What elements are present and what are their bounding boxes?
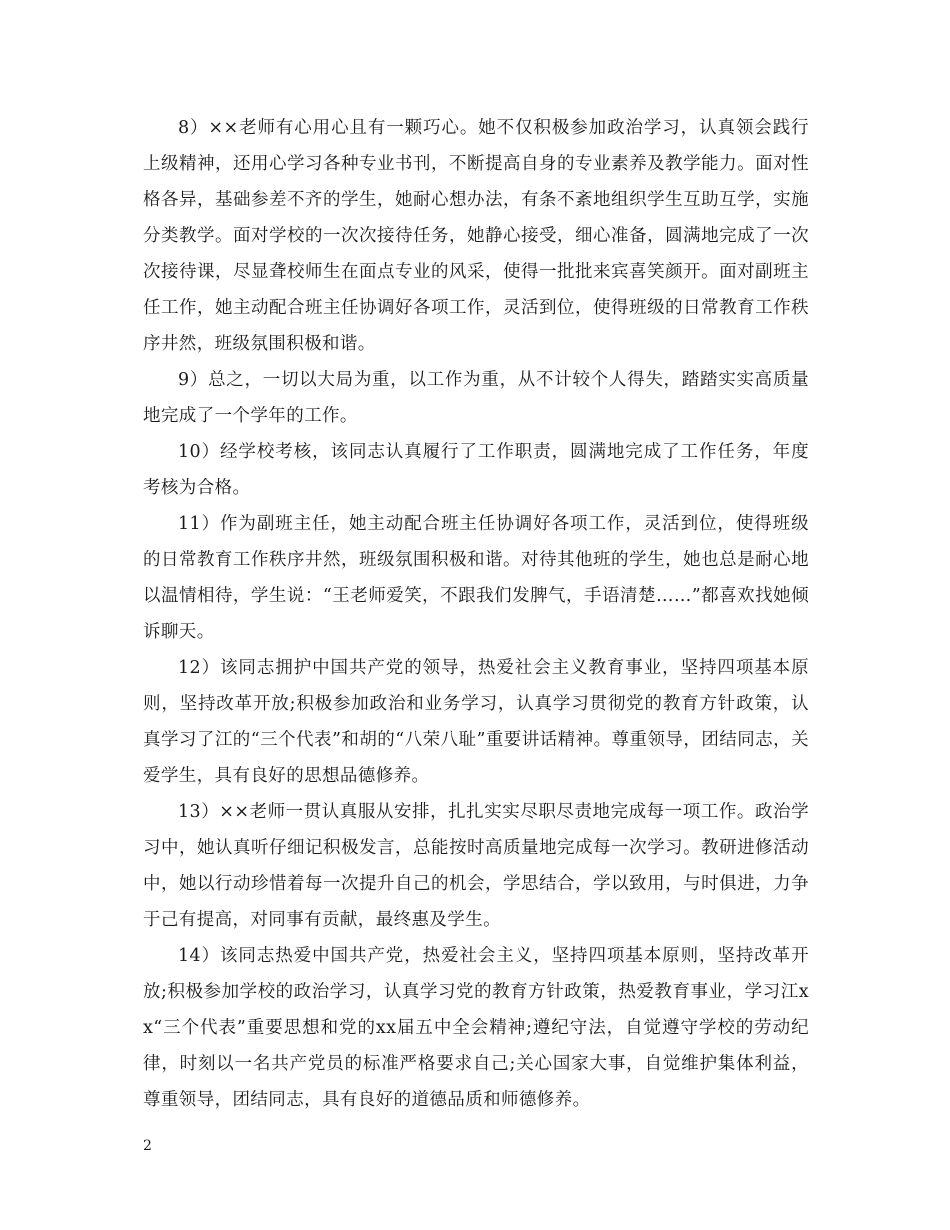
paragraph-11: 11）作为副班主任，她主动配合班主任协调好各项工作，灵活到位，使得班级的日常教育工作秩序井然，班级氛围积极和谐。对待其他班的学生，她也总是耐心地以温情相待，学生说：“王老师爱笑，不跟我们发脾气，手语清楚……”都喜欢找她倾诉聊天。	[143, 514, 809, 642]
paragraph-9: 9）总之，一切以大局为重，以工作为重，从不计较个人得失，踏踏实实高质量地完成了一个学年的工作。	[143, 370, 809, 426]
paragraph-14: 14）该同志热爱中国共产党，热爱社会主义，坚持四项基本原则，坚持改革开放;积极参加学校的政治学习，认真学习党的教育方针政策，热爱教育事业，学习江xx“三个代表”重要思想和党的xx届五中全会精神;遵纪守法，自觉遵守学校的劳动纪律，时刻以一名共产党员的标准严格要求自己;关心国家大事，自觉维护集体利益，尊重领导，团结同志，具有良好的道德品质和师德修养。	[143, 946, 809, 1110]
page-number: 2	[143, 1138, 152, 1154]
paragraph-10: 10）经学校考核，该同志认真履行了工作职责，圆满地完成了工作任务，年度考核为合格。	[143, 442, 809, 498]
paragraph-12: 12）该同志拥护中国共产党的领导，热爱社会主义教育事业，坚持四项基本原则，坚持改革开放;积极参加政治和业务学习，认真学习贯彻党的教育方针政策，认真学习了江的“三个代表”和胡的“八荣八耻”重要讲话精神。尊重领导，团结同志，关爱学生，具有良好的思想品德修养。	[143, 658, 809, 786]
paragraph-13: 13）××老师一贯认真服从安排，扎扎实实尽职尽责地完成每一项工作。政治学习中，她认真听仔细记积极发言，总能按时高质量地完成每一次学习。教研进修活动中，她以行动珍惜着每一次提升自己的机会，学思结合，学以致用，与时俱进，力争于己有提高，对同事有贡献，最终惠及学生。	[143, 802, 809, 930]
document-body	[143, 110, 809, 1118]
paragraph-8: 8）××老师有心用心且有一颗巧心。她不仅积极参加政治学习，认真领会践行上级精神，还用心学习各种专业书刊，不断提高自身的专业素养及教学能力。面对性格各异，基础参差不齐的学生，她耐心想办法，有条不紊地组织学生互助互学，实施分类教学。面对学校的一次次接待任务，她静心接受，细心准备，圆满地完成了一次次接待课，尽显聋校师生在面点专业的风采，使得一批批来宾喜笑颜开。面对副班主任工作，她主动配合班主任协调好各项工作，灵活到位，使得班级的日常教育工作秩序井然，班级氛围积极和谐。	[143, 118, 809, 354]
